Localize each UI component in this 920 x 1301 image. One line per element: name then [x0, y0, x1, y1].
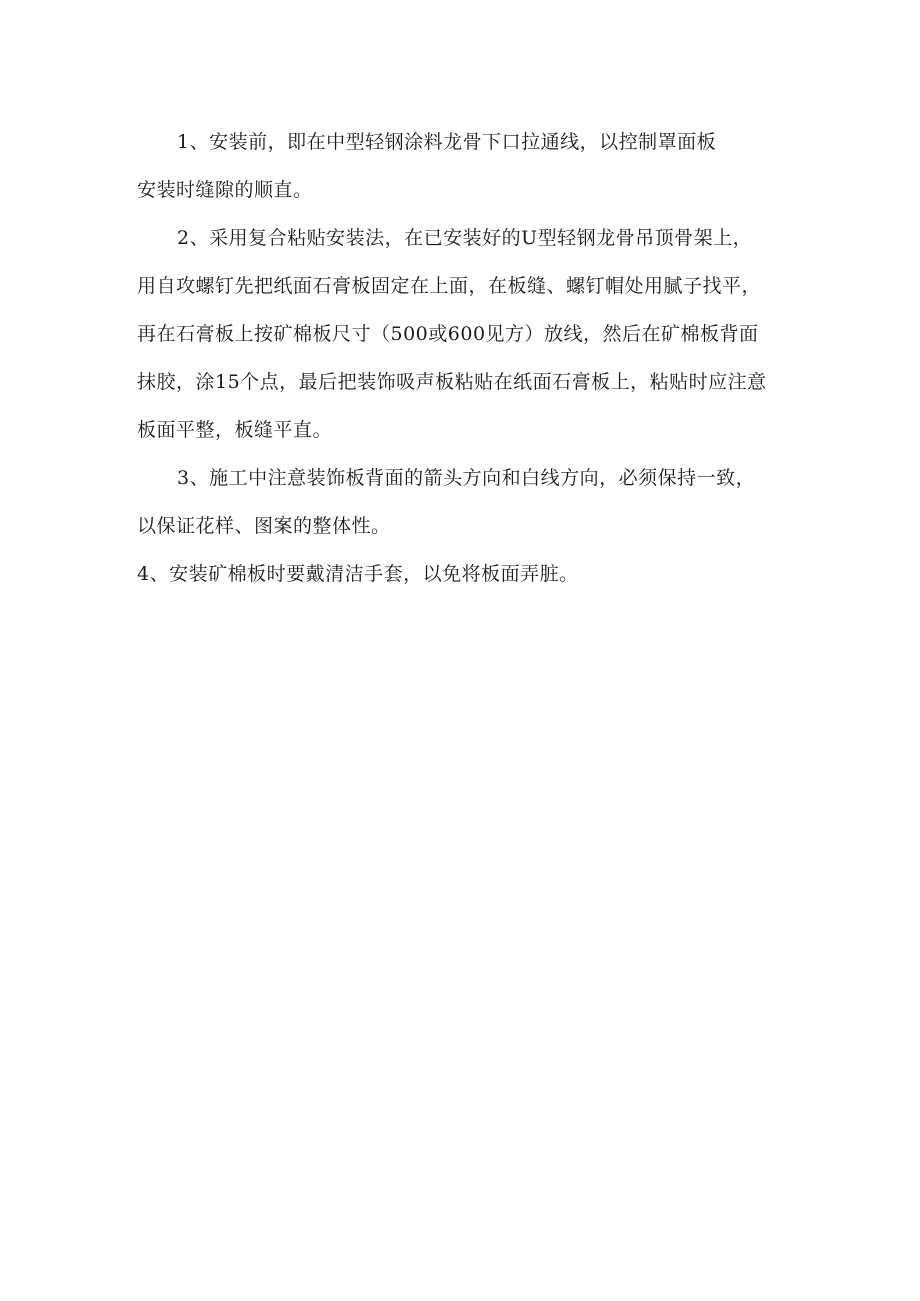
paragraph-2-line-4: 抹胶，涂15个点，最后把装饰吸声板粘贴在纸面石膏板上，粘贴时应注意 — [137, 371, 767, 393]
paragraph-1-line-2: 安装时缝隙的顺直。 — [137, 179, 313, 201]
document-body — [137, 118, 787, 598]
paragraph-3-line-1: 3、施工中注意装饰板背面的箭头方向和白线方向，必须保持一致， — [177, 467, 756, 489]
paragraph-4 — [137, 550, 787, 598]
paragraph-3-line-2: 以保证花样、图案的整体性。 — [137, 515, 391, 537]
paragraph-2-line-3: 再在石膏板上按矿棉板尺寸（500或600见方）放线，然后在矿棉板背面 — [137, 323, 759, 345]
paragraph-3 — [137, 454, 787, 550]
paragraph-2-line-5: 板面平整，板缝平直。 — [137, 419, 333, 441]
paragraph-1-line-1: 1、安装前，即在中型轻钢涂料龙骨下口拉通线，以控制罩面板 — [177, 131, 717, 153]
paragraph-2 — [137, 214, 787, 454]
paragraph-1 — [137, 118, 787, 214]
paragraph-4-line-1: 4、安装矿棉板时要戴清洁手套，以免将板面弄脏。 — [137, 563, 579, 585]
paragraph-2-line-1: 2、采用复合粘贴安装法，在已安装好的U型轻钢龙骨吊顶骨架上， — [177, 227, 753, 249]
paragraph-2-line-2: 用自攻螺钉先把纸面石膏板固定在上面，在板缝、螺钉帽处用腻子找平， — [137, 275, 762, 297]
